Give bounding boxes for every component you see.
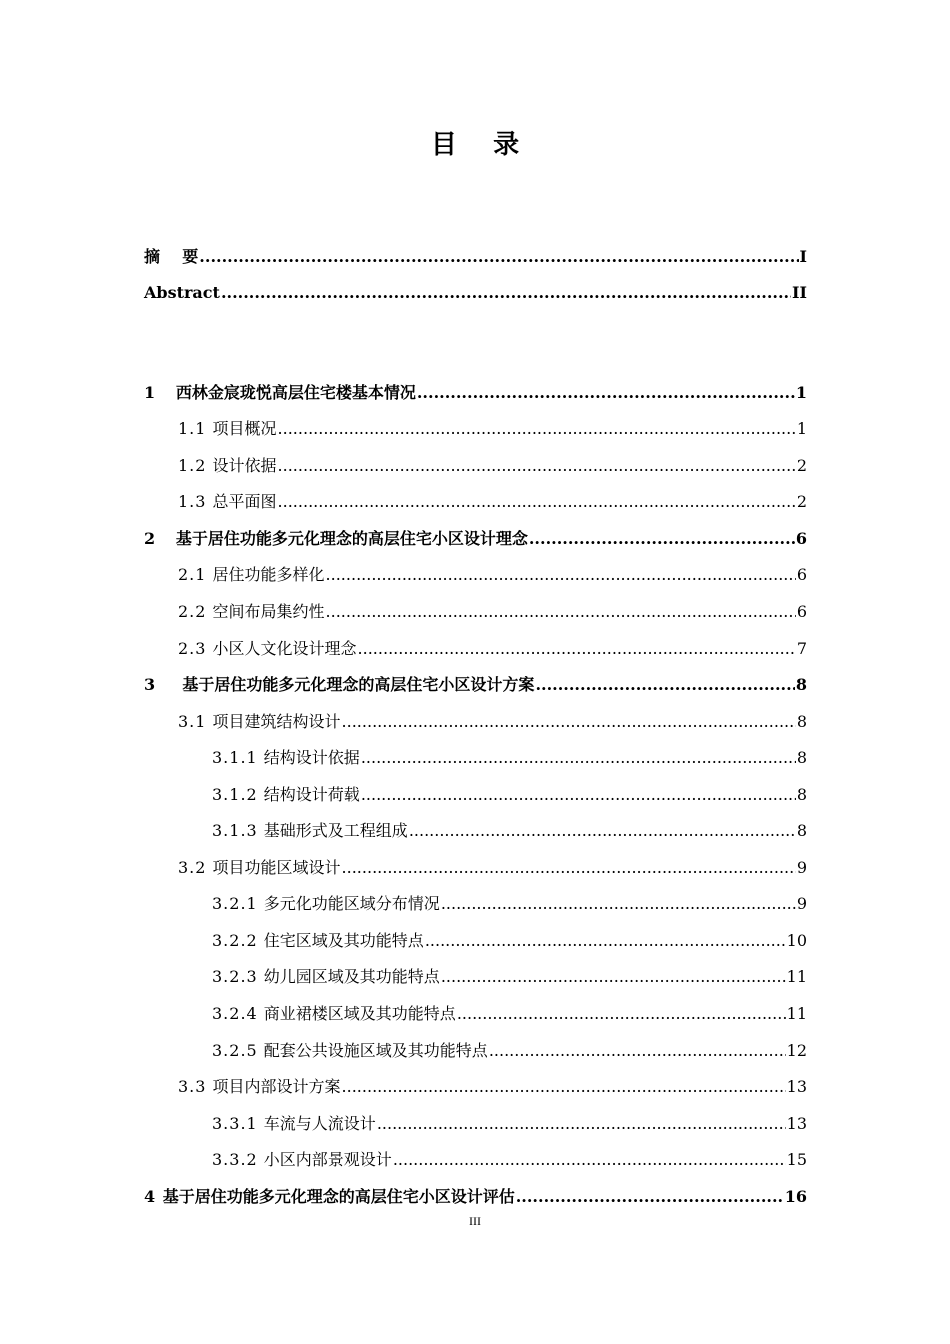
- toc-entry-page: 8: [796, 785, 807, 804]
- toc-entry-number: 3.1.2: [212, 785, 264, 804]
- toc-entry-label: Abstract: [144, 283, 220, 302]
- toc-entry-number: 3.1.3: [212, 821, 264, 840]
- toc-entry-label: 配套公共设施区域及其功能特点: [263, 1041, 488, 1060]
- toc-entry-page: 2: [796, 492, 807, 511]
- toc-entry-section-3-1-1[interactable]: [212, 746, 807, 770]
- toc-entry-page: 2: [796, 456, 807, 475]
- toc-entry-number: 1.1: [178, 419, 213, 438]
- toc-entry-number: 2.3: [178, 639, 213, 658]
- toc-entry-number: 3.2.4: [212, 1004, 264, 1023]
- toc-entry-number: 1: [144, 383, 176, 402]
- toc-entry-number: 3.1.1: [212, 748, 264, 767]
- toc-entry-page: 8: [796, 748, 807, 767]
- toc-entry-chapter-1[interactable]: [144, 381, 807, 405]
- toc-entry-section-2-3[interactable]: [178, 637, 807, 661]
- toc-entry-page: 6: [795, 529, 807, 548]
- toc-entry-page: 15: [786, 1150, 807, 1169]
- dot-leader: [441, 965, 786, 989]
- toc-entry-number: 3: [144, 675, 183, 694]
- dot-leader: [326, 563, 796, 587]
- toc-entry-chapter-3[interactable]: [144, 673, 807, 697]
- toc-entry-number: 3.3: [178, 1077, 213, 1096]
- toc-entry-label: 住宅区域及其功能特点: [263, 931, 424, 950]
- toc-entry-label: 车流与人流设计: [263, 1114, 376, 1133]
- toc-entry-section-2-2[interactable]: [178, 600, 807, 624]
- toc-entry-label: 居住功能多样化: [212, 565, 325, 584]
- dot-leader: [529, 527, 795, 551]
- toc-entry-page: 6: [796, 602, 807, 621]
- toc-entry-label: 项目概况: [212, 419, 277, 438]
- page-number-footer: III: [469, 1214, 481, 1228]
- toc-entry-label: 基础形式及工程组成: [263, 821, 408, 840]
- toc-entry-number: 3.3.1: [212, 1114, 264, 1133]
- toc-entry-page: 9: [796, 894, 807, 913]
- dot-leader: [441, 892, 796, 916]
- toc-entry-page: 8: [796, 821, 807, 840]
- toc-entry-label: 商业裙楼区域及其功能特点: [263, 1004, 456, 1023]
- dot-leader: [535, 673, 794, 697]
- toc-entry-number: 3.2.5: [212, 1041, 264, 1060]
- toc-entry-abstract-cn[interactable]: [144, 245, 807, 269]
- dot-leader: [221, 281, 791, 305]
- dot-leader: [278, 454, 796, 478]
- toc-entry-page: 16: [784, 1187, 807, 1206]
- toc-entry-page: 9: [796, 858, 807, 877]
- dot-leader: [326, 600, 796, 624]
- toc-entry-page: 6: [796, 565, 807, 584]
- toc-entry-page: 10: [786, 931, 807, 950]
- toc-entry-section-3-2-5[interactable]: [212, 1039, 807, 1063]
- toc-entry-abstract-en[interactable]: [144, 281, 807, 305]
- toc-entry-number: 2.2: [178, 602, 213, 621]
- dot-leader: [342, 856, 796, 880]
- toc-entry-label: 总平面图: [212, 492, 277, 511]
- toc-entry-section-3-3[interactable]: [178, 1075, 807, 1099]
- toc-entry-chapter-2[interactable]: [144, 527, 807, 551]
- toc-entry-section-1-2[interactable]: [178, 454, 807, 478]
- toc-entry-section-2-1[interactable]: [178, 563, 807, 587]
- dot-leader: [278, 417, 796, 441]
- toc-entry-number: 3.2.1: [212, 894, 264, 913]
- toc-entry-page: II: [792, 283, 807, 302]
- toc-entry-page: 11: [786, 1004, 807, 1023]
- toc-entry-page: 13: [786, 1077, 807, 1096]
- toc-entry-label: 幼儿园区域及其功能特点: [263, 967, 440, 986]
- dot-leader: [342, 1075, 786, 1099]
- toc-entry-section-3-2-1[interactable]: [212, 892, 807, 916]
- toc-entry-page: 7: [796, 639, 807, 658]
- dot-leader: [393, 1148, 786, 1172]
- toc-entry-section-3-1[interactable]: [178, 710, 807, 734]
- toc-entry-number: 3.2.2: [212, 931, 264, 950]
- toc-entry-section-3-2-2[interactable]: [212, 929, 807, 953]
- dot-leader: [361, 746, 796, 770]
- toc-entry-page: 8: [796, 712, 807, 731]
- toc-entry-page: 12: [786, 1041, 807, 1060]
- toc-entry-label: 小区人文化设计理念: [212, 639, 357, 658]
- toc-entry-chapter-4[interactable]: [144, 1185, 807, 1209]
- dot-leader: [361, 783, 796, 807]
- toc-entry-label: 项目功能区域设计: [212, 858, 341, 877]
- dot-leader: [278, 490, 796, 514]
- toc-entry-number: 2.1: [178, 565, 213, 584]
- dot-leader: [342, 710, 796, 734]
- toc-entry-number: 4: [144, 1187, 163, 1206]
- toc-entry-label: 项目内部设计方案: [212, 1077, 341, 1096]
- page-title: 目 录: [430, 130, 520, 160]
- toc-entry-label: 西林金宸珑悦高层住宅楼基本情况: [175, 383, 416, 402]
- toc-entry-number: 1.3: [178, 492, 213, 511]
- toc-entry-label: 摘 要: [144, 247, 199, 266]
- toc-entry-page: 1: [795, 383, 807, 402]
- toc-entry-section-3-2-4[interactable]: [212, 1002, 807, 1026]
- toc-entry-section-3-2-3[interactable]: [212, 965, 807, 989]
- toc-entry-number: 3.2: [178, 858, 213, 877]
- toc-entry-page: 1: [796, 419, 807, 438]
- toc-entry-section-3-1-2[interactable]: [212, 783, 807, 807]
- toc-entry-section-1-3[interactable]: [178, 490, 807, 514]
- dot-leader: [417, 381, 795, 405]
- toc-entry-page: 8: [795, 675, 807, 694]
- toc-entry-number: 3.2.3: [212, 967, 264, 986]
- toc-entry-label: 结构设计荷载: [263, 785, 360, 804]
- toc-entry-label: 基于居住功能多元化理念的高层住宅小区设计理念: [175, 529, 528, 548]
- dot-leader: [199, 245, 798, 269]
- toc-entry-number: 1.2: [178, 456, 213, 475]
- toc-entry-section-3-2[interactable]: [178, 856, 807, 880]
- toc-entry-section-3-1-3[interactable]: [212, 819, 807, 843]
- toc-entry-page: 11: [786, 967, 807, 986]
- toc-entry-label: 结构设计依据: [263, 748, 360, 767]
- toc-entry-section-3-3-2[interactable]: [212, 1148, 807, 1172]
- toc-entry-page: I: [799, 247, 807, 266]
- toc-entry-number: 3.1: [178, 712, 213, 731]
- dot-leader: [358, 637, 796, 661]
- toc-entry-section-1-1[interactable]: [178, 417, 807, 441]
- toc-entry-label: 基于居住功能多元化理念的高层住宅小区设计方案: [182, 675, 535, 694]
- toc-entry-label: 项目建筑结构设计: [212, 712, 341, 731]
- toc-entry-number: 2: [144, 529, 176, 548]
- dot-leader: [377, 1112, 786, 1136]
- toc-entry-label: 设计依据: [212, 456, 277, 475]
- toc-entry-label: 基于居住功能多元化理念的高层住宅小区设计评估: [162, 1187, 515, 1206]
- toc-entry-number: 3.3.2: [212, 1150, 264, 1169]
- dot-leader: [457, 1002, 786, 1026]
- toc-entry-section-3-3-1[interactable]: [212, 1112, 807, 1136]
- toc-entry-label: 小区内部景观设计: [263, 1150, 392, 1169]
- dot-leader: [409, 819, 796, 843]
- toc-entry-label: 空间布局集约性: [212, 602, 325, 621]
- toc-entry-page: 13: [786, 1114, 807, 1133]
- dot-leader: [516, 1185, 784, 1209]
- dot-leader: [489, 1039, 786, 1063]
- toc-entry-label: 多元化功能区域分布情况: [263, 894, 440, 913]
- dot-leader: [425, 929, 786, 953]
